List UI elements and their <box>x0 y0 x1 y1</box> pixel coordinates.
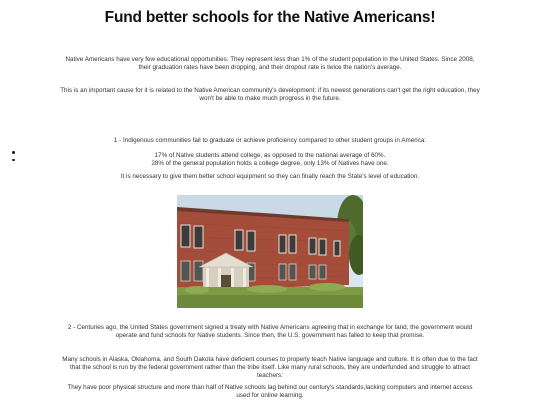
bullet-dot <box>12 159 15 162</box>
section2-paragraph-1: 2 - Centuries ago, the United States government signed a treaty with Native Americans agreeing that in exchange for land, the government would operate and fund schools for Native students. Since then, the U.S. government has failed to keep that promise. <box>67 324 473 340</box>
section1-conclusion: It is necessary to give them better school equipment so they can finally reach the State's level of education. <box>120 173 420 180</box>
intro-paragraph-2: This is an important cause for it is related to the Native American community's development: if its newest generations can't get the right education, they won't be able to make much progress in the future. <box>60 87 480 103</box>
school-building-photo <box>177 195 363 308</box>
page-title: Fund better schools for the Native Americans! <box>104 9 436 26</box>
bullet-dot <box>12 151 15 154</box>
section2-paragraph-3: They have poor physical structure and more than half of Native schools lag behind our century's standards,lacking computers and internet access used for online learning. <box>67 384 473 400</box>
section1-bullet-2: 28% of the general population holds a college degree, only 13% of Natives have one. <box>151 160 389 167</box>
bullet-markers <box>12 151 16 166</box>
section2-paragraph-2: Many schools in Alaska, Oklahoma, and South Dakota have deficient courses to properly teach Native language and culture. It is often due to the fact that the school is run by the federal government rather than the tribe itself. Like many rural schools, they are underfunded and struggle to attract teachers: <box>62 356 478 380</box>
section1-bullet-1: 17% of Native students attend college, as opposed to the national average of 60%. <box>154 152 386 159</box>
section1-heading: 1 - Indigenous communities fail to graduate or achieve proficiency compared to other student groups in America: <box>113 137 427 144</box>
intro-paragraph-1: Native Americans have very few educational opportunities: They represent less than 1% of the student population in the United States. Since 2008, their graduation rates have been dropping, and their dropout rate is twice the nation's average. <box>65 56 475 72</box>
